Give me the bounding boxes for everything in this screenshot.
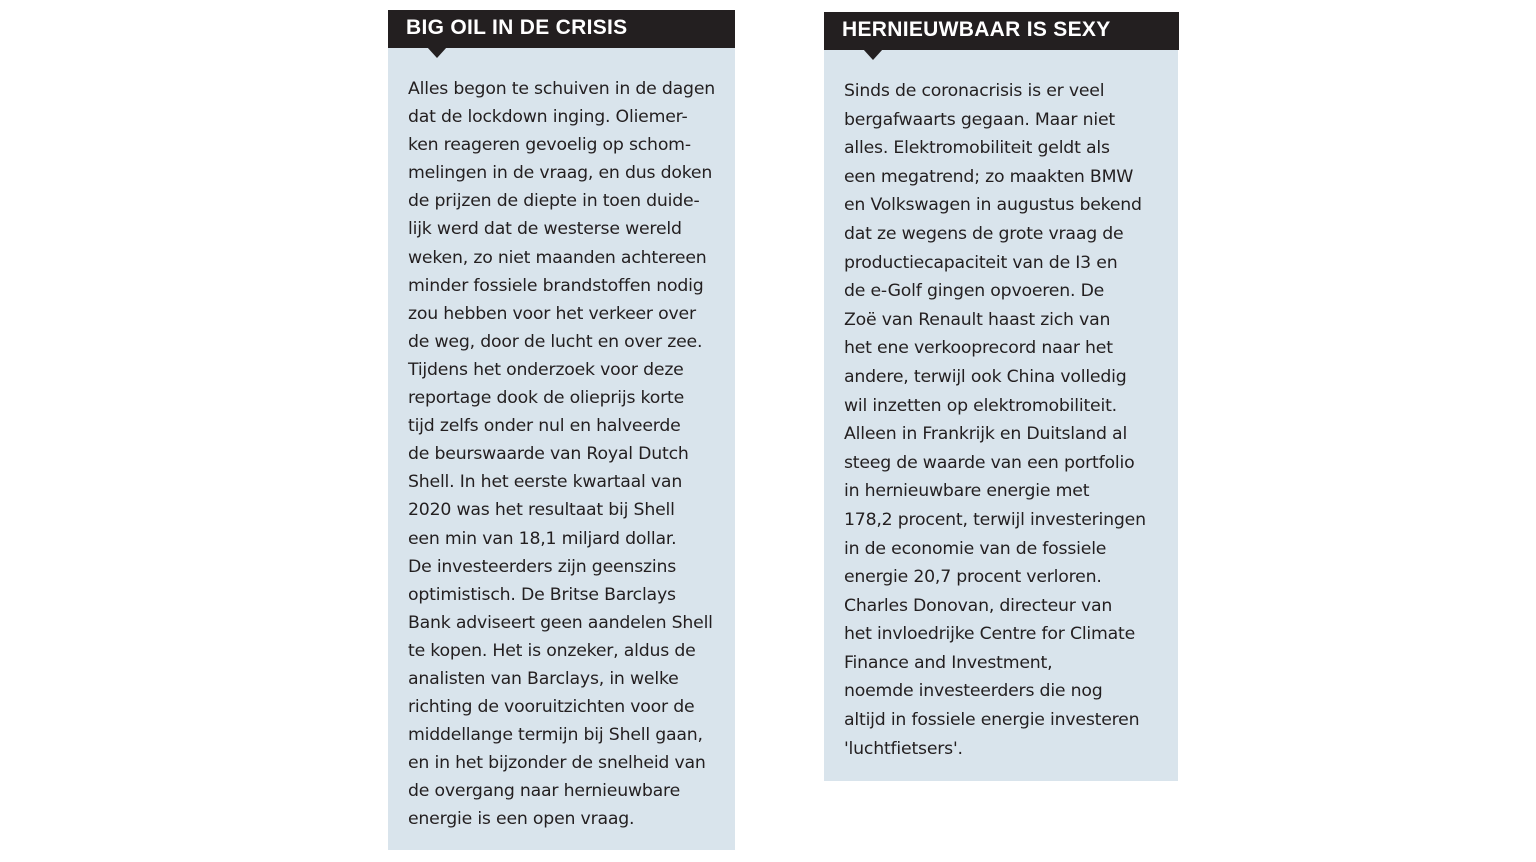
title-pointer-notch: [427, 47, 447, 58]
box-body-text: Alles begon te schuiven in de dagen dat de lockdown inging. Oliemer- ken reageren gevoelig op schom- melingen in de vraag, en dus doken de prijzen de diepte in toen duide- lijk werd dat de westerse wereld weken, zo niet maanden achtereen minder fossiele brandstoffen nodig zou hebben voor het verkeer over de weg, door de lucht en over zee. Tijdens het onderzoek voor deze reportage dook de olieprijs korte tijd zelfs onder nul en halveerde de beurswaarde van Royal Dutch Shell. In het eerste kwartaal van 2020 was het resultaat bij Shell een min van 18,1 miljard dollar. De investeerders zijn geenszins optimistisch. De Britse Barclays Bank adviseert geen aandelen Shell te kopen. Het is onzeker, aldus de analisten van Barclays, in welke richting de vooruitzichten voor de middellange termijn bij Shell gaan, en in het bijzonder de snelheid van de overgang naar hernieuwbare energie is een open vraag.: [408, 79, 716, 830]
title-pointer-notch: [863, 49, 883, 60]
box-title: HERNIEUWBAAR IS SEXY: [824, 12, 1179, 50]
box-title: BIG OIL IN DE CRISIS: [388, 10, 735, 48]
box-body-text: Sinds de coronacrisis is er veel bergafwaarts gegaan. Maar niet alles. Elektromobiliteit geldt als een megatrend; zo maakten BMW en Volkswagen in augustus bekend dat ze wegens de grote vraag de productiecapaciteit van de I3 en de e-Golf gingen opvoeren. De Zoë van Renault haast zich van het ene verkooprecord naar het andere, terwijl ook China volledig wil inzetten op elektromobiliteit. Alleen in Frankrijk en Duitsland al steeg de waarde van een portfolio in hernieuwbare energie met 178,2 procent, terwijl investeringen in de economie van de fossiele energie 20,7 procent verloren. Charles Donovan, directeur van het invloedrijke Centre for Climate Finance and Investment, noemde investeerders die nog altijd in fossiele energie investeren 'luchtfietsers'.: [844, 81, 1146, 759]
